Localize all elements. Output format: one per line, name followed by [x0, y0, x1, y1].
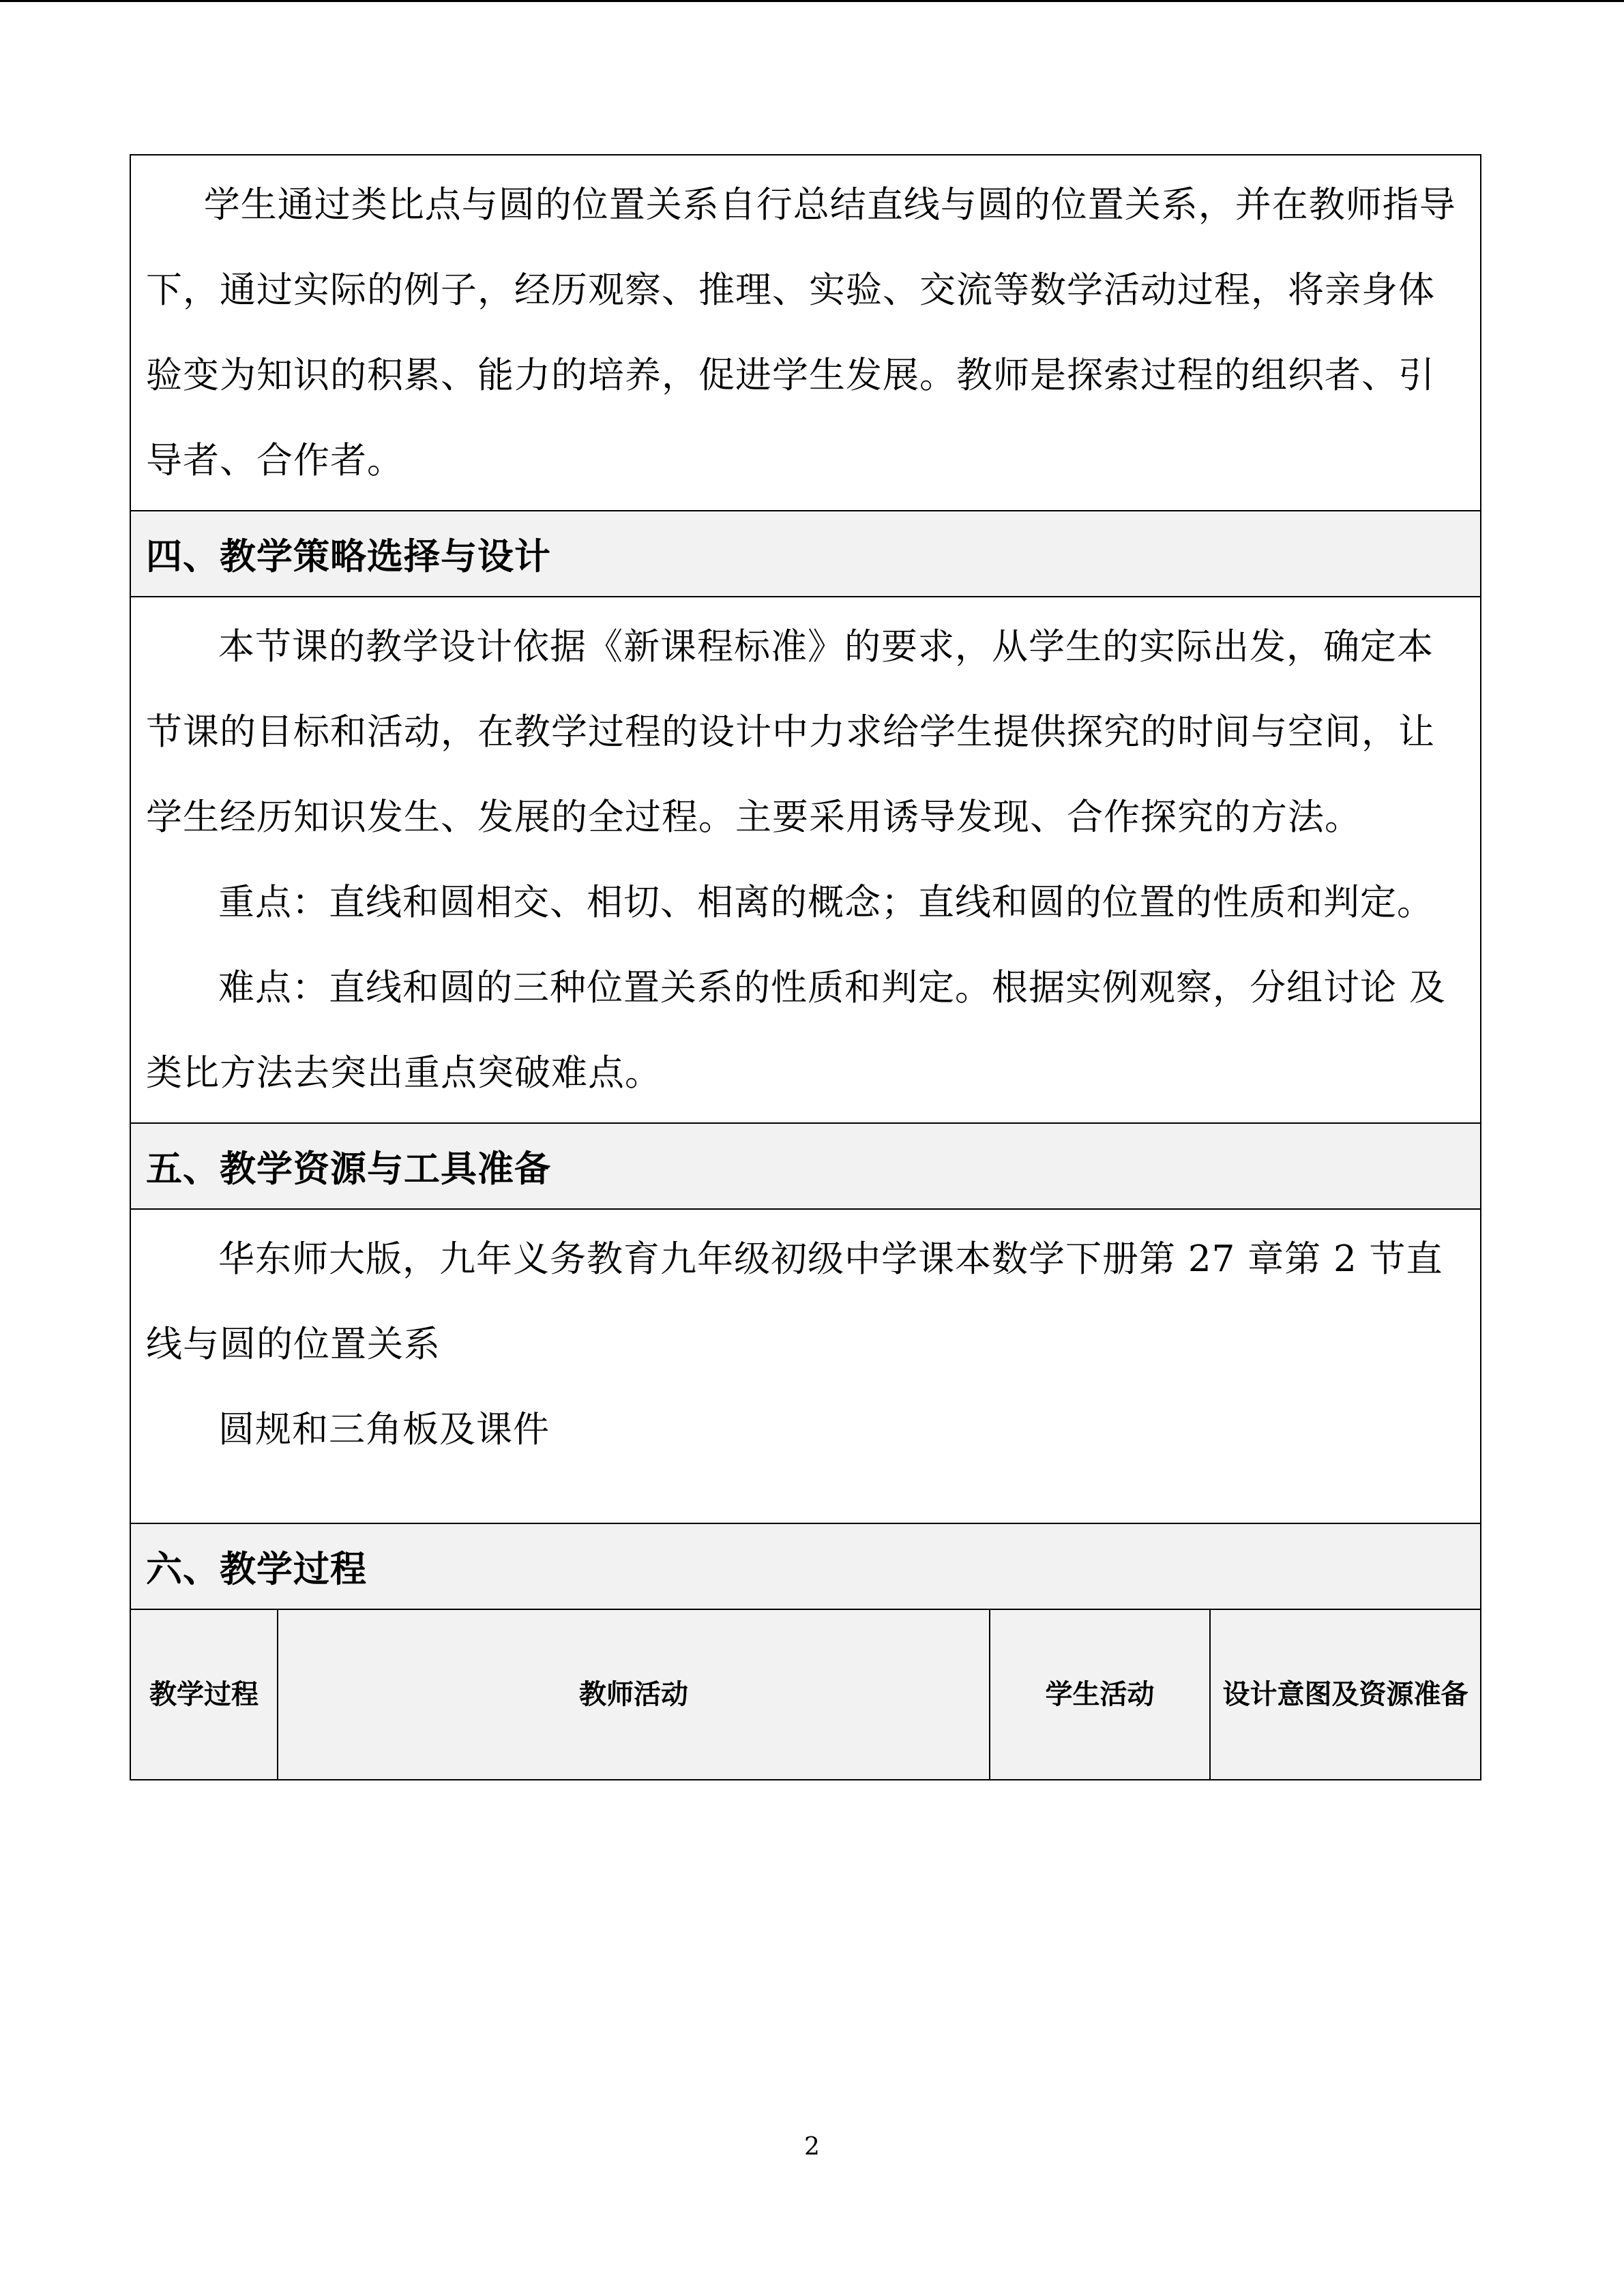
section-5-header — [130, 1124, 1481, 1210]
top-border-line — [0, 0, 1624, 2]
intro-paragraph: 学生通过类比点与圆的位置关系自行总结直线与圆的位置关系，并在教师指导下，通过实际的例子，经历观察、推理、实验、交流等数学活动过程，将亲身体验变为知识的积累、能力的培养，促进学生发展。教师是探索过程的组织者、引导者、合作者。 — [146, 184, 1456, 481]
section-4-title: 四、教学策略选择与设计 — [131, 511, 1480, 596]
process-table-header-row — [130, 1610, 1481, 1780]
key-points-paragraph: 重点：直线和圆相交、相切、相离的概念；直线和圆的位置的性质和判定。 — [218, 882, 1434, 923]
section-5-body — [130, 1210, 1481, 1524]
section-6-header — [130, 1524, 1481, 1610]
column-header-process: 教学过程 — [131, 1610, 278, 1779]
column-header-student-activity: 学生活动 — [990, 1610, 1211, 1779]
difficulties-paragraph: 难点：直线和圆的三种位置关系的性质和判定。根据实例观察，分组讨论 及类比方法去突出重点突破难点。 — [146, 967, 1446, 1094]
section-5-title: 五、教学资源与工具准备 — [131, 1124, 1480, 1208]
column-header-design-intent: 设计意图及资源准备 — [1222, 1679, 1468, 1710]
intro-body — [131, 155, 1480, 510]
section-4-body — [130, 597, 1481, 1124]
column-header-teacher-activity: 教师活动 — [278, 1610, 990, 1779]
strategy-paragraph: 本节课的教学设计依据《新课程标准》的要求，从学生的实际出发，确定本节课的目标和活动，在教学过程的设计中力求给学生提供探究的时间与空间，让学生经历知识发生、发展的全过程。主要采用诱导发现、合作探究的方法。 — [146, 626, 1435, 838]
page-number: 2 — [804, 2133, 820, 2161]
section-6-title: 六、教学过程 — [131, 1524, 1480, 1609]
tools-paragraph: 圆规和三角板及课件 — [218, 1409, 550, 1450]
textbook-paragraph: 华东师大版，九年义务教育九年级初级中学课本数学下册第 27 章第 2 节直线与圆的位置关系 — [146, 1238, 1443, 1365]
intro-section — [130, 154, 1481, 511]
section-4-header — [130, 511, 1481, 597]
document-page — [130, 154, 1481, 1780]
